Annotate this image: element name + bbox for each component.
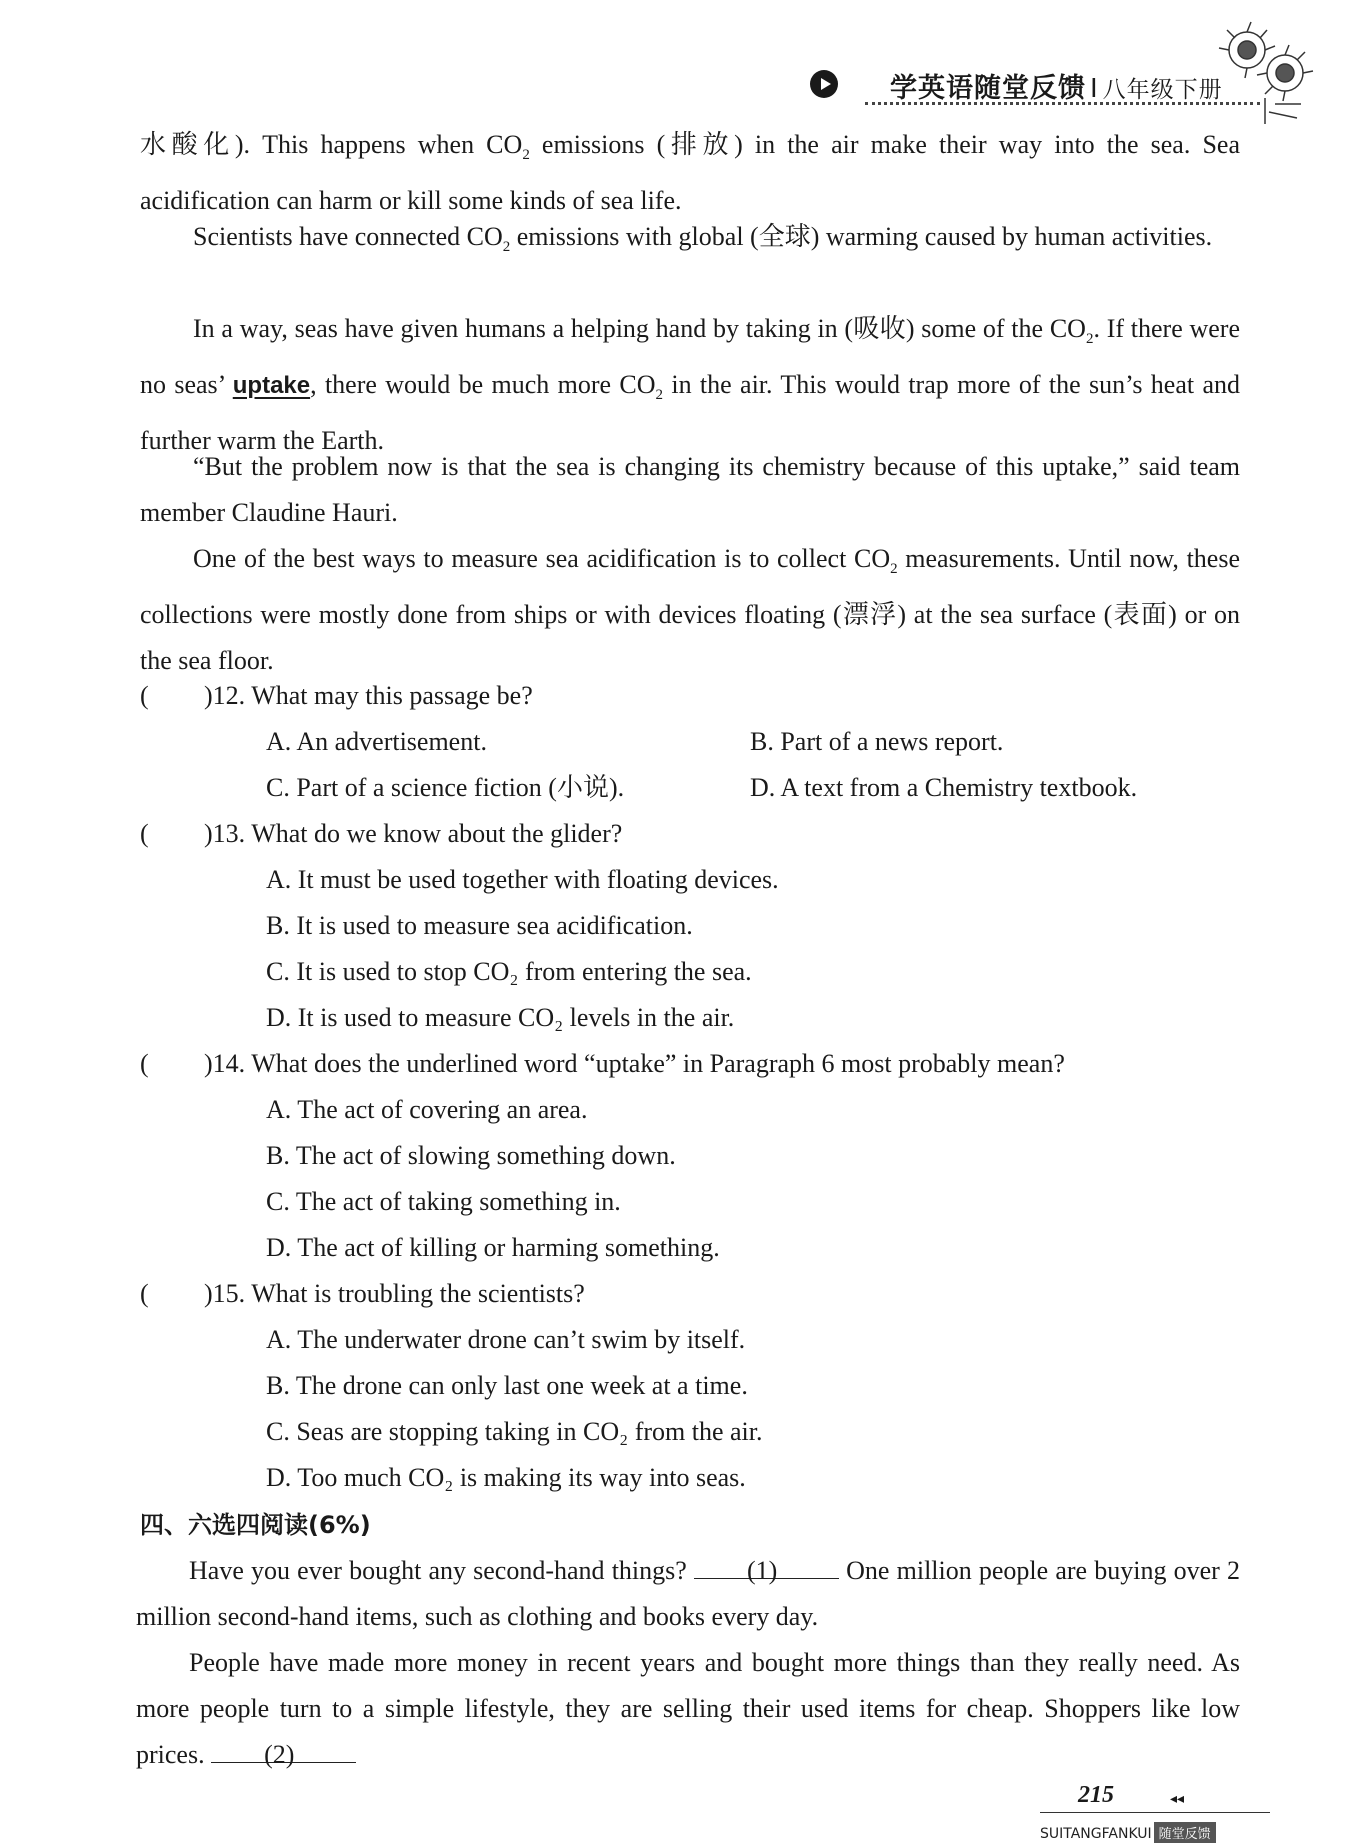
question-stem: )15. What is troubling the scientists? [204, 1279, 585, 1308]
footer-brand: SUITANGFANKUI 随堂反馈 [1040, 1822, 1216, 1843]
passage-paragraph-2: Scientists have connected $CO_2$ emissions with global (全球) warming caused by human activities. [193, 222, 1213, 256]
answer-blank-2[interactable]: (2) [211, 1732, 356, 1763]
answer-bracket[interactable]: ( [140, 819, 149, 848]
question-stem: )14. What does the underlined word “uptake” in Paragraph 6 most probably mean? [204, 1049, 1065, 1078]
section4-paragraph-2: People have made more money in recent years and bought more things than they really need. As more people turn to a simple lifestyle, they are selling their used items for cheap. Shoppers like low prices. (2) [136, 1648, 1240, 1769]
option-c: C. It is used to stop CO₂ from entering the sea. [266, 957, 752, 986]
passage-paragraph-1: 水酸化). This happens when $CO_2$ emissions (排放) in the air make their way into the sea. Sea acidification can harm or kill some kinds of sea life. [140, 130, 1241, 216]
option-b: B. It is used to measure sea acidification. [266, 911, 693, 940]
header-dotted-rule [865, 102, 1260, 105]
footer-rule [1040, 1812, 1270, 1813]
double-arrow-icon: ◂◂ [1170, 1791, 1185, 1807]
section4-paragraph-1: Have you ever bought any second-hand things? (1) One million people are buying over 2 million second-hand items, such as clothing and books every day. [136, 1548, 1240, 1640]
question-stem: )12. What may this passage be? [204, 681, 533, 710]
page-number: 215 [1078, 1782, 1114, 1808]
option-a: A. The underwater drone can’t swim by itself. [266, 1325, 746, 1354]
option-c: C. Seas are stopping taking in CO₂ from the air. [266, 1417, 763, 1446]
underlined-word: uptake [232, 372, 311, 400]
section-heading: 四、六选四阅读(6%) [140, 1511, 371, 1539]
sunflower-icon [1205, 18, 1315, 128]
answer-blank-1[interactable]: (1) [694, 1548, 839, 1579]
option-c: C. The act of taking something in. [266, 1187, 621, 1216]
answer-bracket[interactable]: ( [140, 1279, 149, 1308]
option-d: D. Too much CO₂ is making its way into seas. [266, 1463, 746, 1492]
answer-bracket[interactable]: ( [140, 681, 149, 710]
passage-paragraph-3: In a way, seas have given humans a helping hand by taking in (吸收) some of the $CO_2$. If there were no seas’ uptake, there would be much more $CO_2$ in the air. This would trap more of the sun’s heat and further warm the Earth. [140, 314, 1241, 456]
passage-paragraph-4: “But the problem now is that the sea is changing its chemistry because of this uptake,” said team member Claudine Hauri. [140, 452, 1240, 527]
option-b: B. The drone can only last one week at a time. [266, 1371, 748, 1400]
footer-badge: 随堂反馈 [1154, 1822, 1216, 1843]
option-d: D. It is used to measure CO₂ levels in the air. [266, 1003, 735, 1032]
option-d: D. The act of killing or harming something. [266, 1233, 720, 1262]
option-b: B. Part of a news report. [750, 727, 1004, 756]
book-title: 学英语随堂反馈 I 八年级下册 [890, 73, 1223, 104]
question-stem: )13. What do we know about the glider? [204, 819, 623, 848]
answer-bracket[interactable]: ( [140, 1049, 149, 1078]
option-c: C. Part of a science fiction (小说). [266, 773, 625, 802]
option-a: A. The act of covering an area. [266, 1095, 588, 1124]
grade-label: 八年级下册 [1102, 77, 1223, 103]
passage-paragraph-5: One of the best ways to measure sea acidification is to collect $CO_2$ measurements. Until now, these collections were mostly done from ships or with devices floating (漂浮) at the sea surface (表面) or on the sea floor. [140, 544, 1240, 676]
option-d: D. A text from a Chemistry textbook. [750, 773, 1138, 802]
option-a: A. An advertisement. [266, 727, 487, 756]
play-icon [810, 70, 838, 98]
option-b: B. The act of slowing something down. [266, 1141, 676, 1170]
option-a: A. It must be used together with floating devices. [266, 865, 779, 894]
